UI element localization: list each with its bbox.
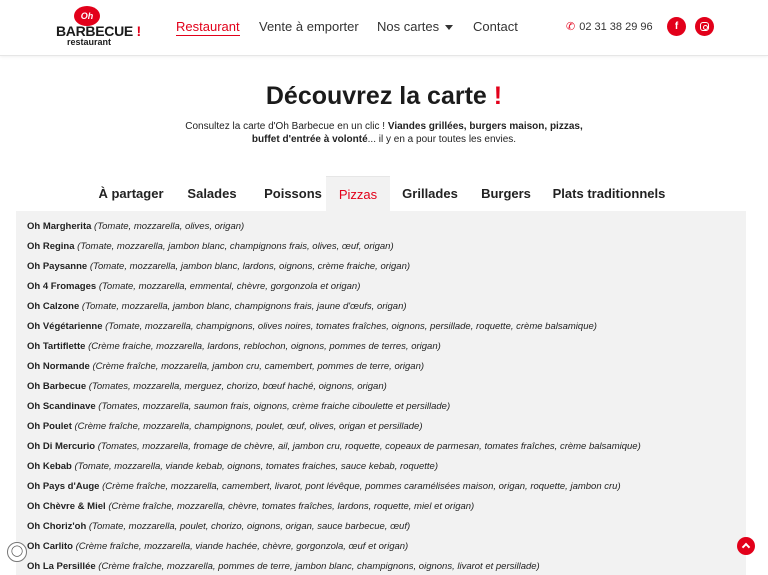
nav-contact[interactable]: Contact [473, 19, 518, 34]
menu-item: Oh Tartiflette (Crème fraiche, mozzarella, lardons, reblochon, oignons, pommes de terres, origan) [27, 341, 441, 352]
menu-item: Oh Di Mercurio (Tomates, mozzarella, fromage de chèvre, ail, jambon cru, roquette, copeaux de parmesan, tomates fraîches, crème balsamique) [27, 441, 641, 452]
menu-item: Oh Végétarienne (Tomate, mozzarella, champignons, olives noires, tomates fraîches, oignons, persillade, roquette, crème balsamique) [27, 321, 597, 332]
tab-poissons[interactable]: Poissons [264, 186, 322, 201]
phone-icon: ✆ [566, 21, 576, 33]
menu-item: Oh Pays d'Auge (Crème fraîche, mozzarella, camembert, livarot, pont lévêque, pommes caramélisées maison, origan, roquette, jambon cru) [27, 481, 621, 492]
tab-burgers[interactable]: Burgers [481, 186, 531, 201]
menu-item: Oh Margherita (Tomate, mozzarella, olives, origan) [27, 221, 245, 232]
tab-salades[interactable]: Salades [187, 186, 237, 201]
logo-oh: Oh [74, 6, 100, 26]
pizza-menu-panel [16, 211, 746, 575]
menu-item: Oh Choriz'oh (Tomate, mozzarella, poulet, chorizo, oignons, origan, sauce barbecue, œuf) [27, 521, 411, 532]
menu-item: Oh Calzone (Tomate, mozzarella, jambon blanc, champignons frais, jaune d'œufs, origan) [27, 301, 407, 312]
chevron-down-icon [445, 25, 453, 30]
tab-a-partager[interactable]: À partager [98, 186, 164, 201]
menu-item: Oh Scandinave (Tomates, mozzarella, saumon frais, oignons, crème fraiche ciboulette et persillade) [27, 401, 451, 412]
site-header [0, 0, 768, 56]
menu-tabs [16, 176, 746, 211]
tab-grillades[interactable]: Grillades [402, 186, 458, 201]
shield-icon[interactable]: ◯ [7, 542, 27, 562]
menu-item: Oh 4 Fromages (Tomate, mozzarella, emmental, chèvre, gorgonzola et origan) [27, 281, 361, 292]
logo-sub: restaurant [67, 37, 112, 47]
chevron-up-icon[interactable] [737, 537, 755, 555]
menu-item: Oh Regina (Tomate, mozzarella, jambon blanc, champignons frais, olives, œuf, origan) [27, 241, 394, 252]
menu-item: Oh Kebab (Tomate, mozzarella, viande kebab, oignons, tomates fraiches, sauce kebab, roquette) [27, 461, 439, 472]
nav-vente-a-emporter[interactable]: Vente à emporter [259, 19, 359, 34]
site-logo[interactable] [56, 6, 141, 48]
menu-item: Oh Chèvre & Miel (Crème fraîche, mozzarella, chèvre, tomates fraîches, lardons, roquette, miel et origan) [27, 501, 475, 512]
menu-item: Oh Normande (Crème fraîche, mozzarella, jambon cru, camembert, pommes de terre, origan) [27, 361, 425, 372]
page-title: Découvrez la carte ! [265, 82, 503, 110]
menu-item: Oh Paysanne (Tomate, mozzarella, jambon blanc, lardons, oignons, crème fraiche, origan) [27, 261, 411, 272]
phone-link[interactable]: ✆ 02 31 38 29 96 [566, 21, 653, 33]
menu-item: Oh La Persillée (Crème fraîche, mozzarella, pommes de terre, jambon blanc, champignons, oignons, livarot et persillade) [27, 561, 540, 572]
menu-item: Oh Carlito (Crème fraîche, mozzarella, viande hachée, chèvre, gorgonzola, œuf et origan) [27, 541, 409, 552]
instagram-icon[interactable] [695, 17, 714, 36]
logo-name: BARBECUE ! [56, 23, 141, 39]
page-intro: Consultez la carte d'Oh Barbecue en un clic ! Viandes grillées, burgers maison, pizzas, buffet d'entrée à volonté... il y en a pour toutes les envies. [185, 121, 583, 145]
nav-nos-cartes[interactable]: Nos cartes [377, 19, 453, 34]
menu-item: Oh Barbecue (Tomates, mozzarella, merguez, chorizo, bœuf haché, oignons, origan) [27, 381, 387, 392]
tab-plats-traditionnels[interactable]: Plats traditionnels [552, 186, 666, 201]
nav-restaurant[interactable]: Restaurant [176, 19, 240, 34]
menu-item: Oh Poulet (Crème fraîche, mozzarella, champignons, poulet, œuf, olives, origan et persillade) [27, 421, 423, 432]
tab-pizzas[interactable]: Pizzas [326, 176, 390, 211]
facebook-icon[interactable]: f [667, 17, 686, 36]
